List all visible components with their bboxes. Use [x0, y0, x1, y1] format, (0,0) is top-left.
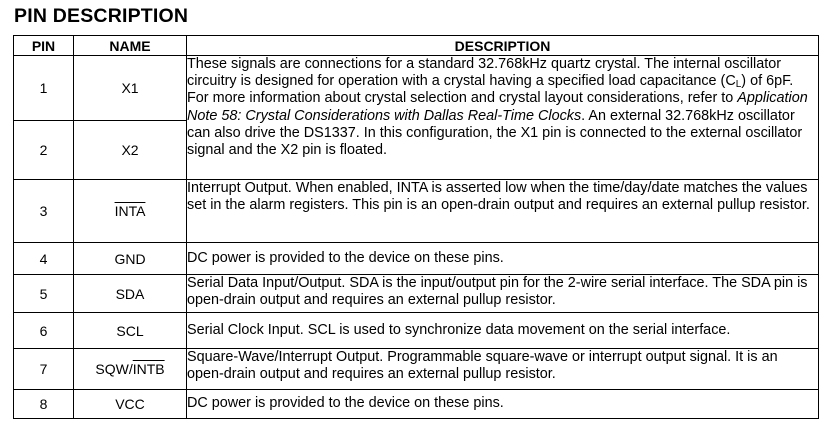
table-header-row	[14, 36, 819, 56]
header-pin: PIN	[14, 36, 74, 56]
table-row	[14, 275, 819, 313]
pin-name-overlined: INTB	[132, 361, 165, 377]
header-name: NAME	[74, 36, 187, 56]
table-row	[14, 313, 819, 349]
pin-name: X1	[74, 56, 187, 121]
pin-name	[74, 349, 187, 390]
pin-description: DC power is provided to the device on these pins.	[187, 243, 819, 275]
desc-app-note-reference: Application Note 58: Crystal Considerations with Dallas Real-Time Clocks	[187, 90, 808, 124]
pin-number: 4	[14, 243, 74, 275]
pin-name-overlined: INTA	[114, 203, 146, 219]
pin-name: X2	[74, 121, 187, 180]
pin-description	[187, 56, 819, 180]
pin-number: 8	[14, 390, 74, 419]
table-row	[14, 180, 819, 243]
pin-description: Serial Data Input/Output. SDA is the input/output pin for the 2-wire serial interface. The SDA pin is open-drain output and requires an external pullup resistor.	[187, 275, 819, 313]
pin-number: 6	[14, 313, 74, 349]
desc-text: ) of 6pF. For more information about crystal selection and crystal layout considerations, refer to	[187, 73, 794, 107]
pin-description	[187, 180, 819, 243]
desc-text: . An external 32.768kHz oscillator can also drive the DS1337. In this configuration, the X1 pin is connected to the external oscillator signal and the X2 pin is floated.	[187, 107, 803, 159]
table-row	[14, 243, 819, 275]
pin-name: GND	[74, 243, 187, 275]
table-row	[14, 56, 819, 121]
desc-subscript: L	[735, 79, 742, 91]
table-row	[14, 349, 819, 390]
desc-text: Interrupt Output. When enabled,	[187, 180, 397, 196]
pin-description-table	[13, 35, 819, 419]
pin-number: 2	[14, 121, 74, 180]
desc-text: is asserted low when the time/day/date matches the values set in the alarm registers. This pin is an open-drain output and requires an external pullup resistor.	[187, 180, 810, 214]
desc-text: These signals are connections for a standard 32.768kHz quartz crystal. The internal oscillator circuitry is designed for operation with a crystal having a specified load capacitance (C	[187, 56, 782, 90]
pin-name-prefix: SQW/	[95, 361, 133, 377]
pin-number: 5	[14, 275, 74, 313]
header-description: DESCRIPTION	[187, 36, 819, 56]
pin-description: Serial Clock Input. SCL is used to synchronize data movement on the serial interface.	[187, 313, 819, 349]
pin-number: 3	[14, 180, 74, 243]
pin-number: 1	[14, 56, 74, 121]
pin-description: DC power is provided to the device on these pins.	[187, 390, 819, 419]
pin-name: SCL	[74, 313, 187, 349]
pin-name: SDA	[74, 275, 187, 313]
pin-name	[74, 180, 187, 243]
pin-description: Square-Wave/Interrupt Output. Programmable square-wave or interrupt output signal. It is an open-drain output and requires an external pullup resistor.	[187, 349, 819, 390]
page-title: PIN DESCRIPTION	[14, 5, 189, 27]
table-row	[14, 390, 819, 419]
pin-number: 7	[14, 349, 74, 390]
pin-name: VCC	[74, 390, 187, 419]
desc-overlined-signal: INTA	[396, 180, 428, 196]
